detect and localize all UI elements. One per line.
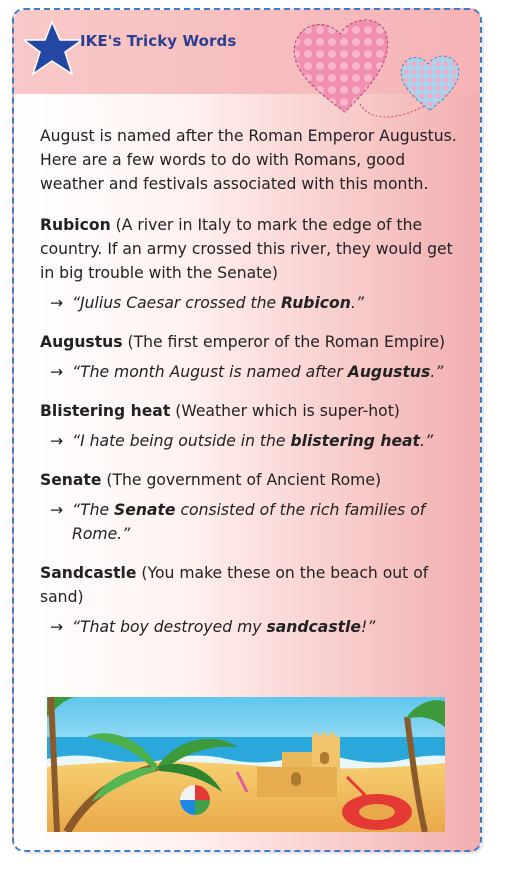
definition-text: (A river in Italy to mark the edge of the country. If an army crossed this river, they would get in big trouble with the Senate) (40, 216, 453, 282)
example (50, 291, 470, 315)
definition (40, 561, 470, 609)
word-entry-blistering-heat (40, 399, 470, 453)
content (40, 124, 470, 654)
term: Senate (40, 471, 102, 489)
example (50, 498, 470, 546)
definition-text: (Weather which is super-hot) (170, 402, 400, 420)
header (24, 20, 264, 80)
example (50, 429, 470, 453)
example-text-end: !” (360, 618, 376, 636)
example-text-end: .” (420, 432, 434, 450)
definition (40, 399, 470, 423)
example (50, 360, 470, 384)
example-sentence (72, 615, 470, 639)
definition-text: (You make these on the beach out of sand) (40, 564, 429, 606)
intro-paragraph: August is named after the Roman Emperor Augustus. Here are a few words to do with Romans, good weather and festivals associated with this month. (40, 127, 457, 193)
example-sentence (72, 360, 470, 384)
example-sentence (72, 498, 470, 546)
word-entry-augustus (40, 330, 470, 384)
heart-icon (290, 12, 480, 127)
example-text-end: .” (350, 294, 364, 312)
word-entry-sandcastle (40, 561, 470, 639)
example-text-end: consisted of the rich families of Rome.” (72, 501, 426, 543)
example-text: “The (72, 501, 115, 519)
definition-text: (The first emperor of the Roman Empire) (122, 333, 446, 351)
example-keyword: blistering heat (290, 432, 421, 450)
beach-illustration (47, 697, 445, 832)
example-sentence (72, 291, 470, 315)
arrow-right-icon: → (50, 501, 64, 519)
example-keyword: sandcastle (266, 618, 361, 636)
word-entry-rubicon (40, 213, 470, 315)
word-entry-senate (40, 468, 470, 546)
definition-text: (The government of Ancient Rome) (101, 471, 382, 489)
example-sentence (72, 429, 470, 453)
star-icon (24, 20, 86, 78)
definition (40, 213, 470, 285)
term: Augustus (40, 333, 123, 351)
definition (40, 468, 470, 492)
example-keyword: Augustus (347, 363, 431, 381)
example-text-end: .” (430, 363, 444, 381)
example (50, 615, 470, 639)
example-keyword: Senate (114, 501, 176, 519)
arrow-right-icon: → (50, 432, 64, 450)
page-title: IKE's Tricky Words (80, 32, 237, 50)
example-text: “Julius Caesar crossed the (72, 294, 282, 312)
term: Rubicon (40, 216, 111, 234)
arrow-right-icon: → (50, 618, 64, 636)
arrow-right-icon: → (50, 294, 64, 312)
arrow-right-icon: → (50, 363, 64, 381)
term: Sandcastle (40, 564, 137, 582)
example-text: “That boy destroyed my (72, 618, 267, 636)
example-keyword: Rubicon (281, 294, 351, 312)
example-text: “The month August is named after (72, 363, 348, 381)
example-text: “I hate being outside in the (72, 432, 291, 450)
term: Blistering heat (40, 402, 171, 420)
definition (40, 330, 470, 354)
